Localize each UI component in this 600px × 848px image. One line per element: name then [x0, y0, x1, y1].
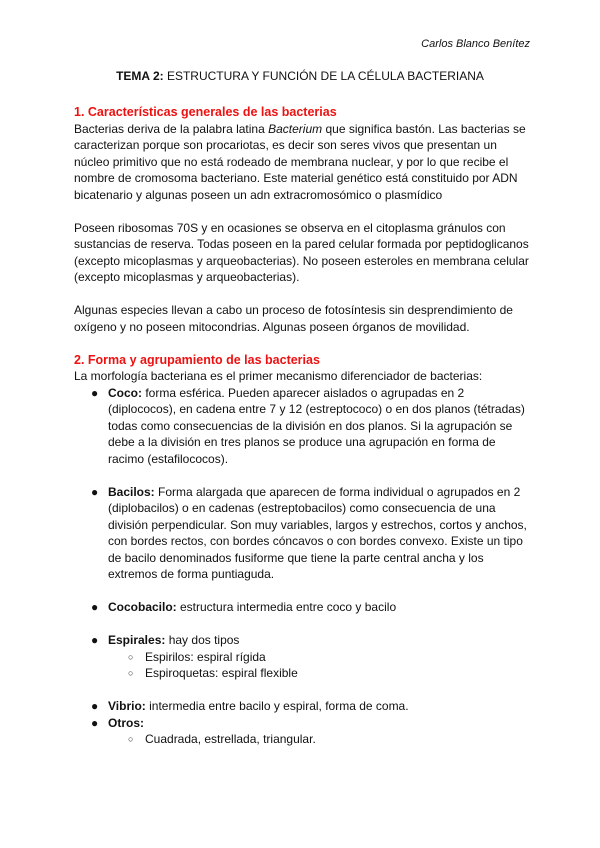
circle-bullet-icon: ○	[128, 668, 134, 678]
sub-item-text: Espirilos: espiral rígida	[145, 649, 266, 664]
document-body	[74, 104, 534, 748]
list-item	[74, 698, 534, 715]
list-item	[74, 385, 534, 468]
bullet-icon: ●	[91, 385, 99, 400]
sub-item-text: Espiroquetas: espiral flexible	[145, 666, 298, 680]
author-name: Carlos Blanco Benítez	[421, 38, 530, 50]
p1-italic: Bacterium	[268, 121, 323, 136]
circle-bullet-icon: ○	[128, 651, 134, 662]
item-term: Espirales:	[108, 633, 166, 647]
section1-paragraph-1	[74, 121, 534, 204]
list-item	[74, 599, 534, 616]
bullet-icon: ●	[91, 699, 99, 713]
page-title	[0, 69, 600, 83]
title-text: ESTRUCTURA Y FUNCIÓN DE LA CÉLULA BACTERIANA	[163, 69, 484, 83]
item-text: hay dos tipos	[165, 633, 240, 647]
morphology-list	[74, 385, 534, 748]
list-spacer	[74, 616, 534, 633]
bullet-icon: ●	[91, 484, 99, 499]
p1-text-a: Bacterias deriva de la palabra latina	[74, 121, 269, 136]
list-item	[74, 715, 534, 748]
bullet-icon: ●	[91, 633, 99, 647]
section2-intro: La morfología bacteriana es el primer mecanismo diferenciador de bacterias:	[74, 369, 483, 383]
sub-list	[108, 731, 534, 748]
item-term: Coco:	[108, 385, 142, 400]
item-term: Cocobacilo:	[108, 600, 177, 614]
sub-item-text: Cuadrada, estrellada, triangular.	[145, 732, 316, 746]
list-item	[74, 484, 534, 583]
title-prefix: TEMA 2:	[116, 69, 164, 83]
item-term: Bacilos:	[108, 484, 155, 499]
item-term: Vibrio:	[108, 699, 146, 713]
list-spacer	[74, 583, 534, 600]
section1-heading: 1. Características generales de las bacterias	[74, 105, 337, 119]
list-item	[74, 632, 534, 682]
bullet-icon: ●	[91, 715, 99, 730]
item-text: forma esférica. Pueden aparecer aislados o agrupadas en 2 (diplococos), en cadena entre 7 y 12 (estreptococo) o en dos planos (tétradas) todas como consecuencias de la división en dos planos. Si la agrupación se debe a la división en tres planos se produce una agrupación en forma de racimo (estafilococos).	[108, 385, 525, 466]
section1-paragraph-3: Algunas especies llevan a cabo un proceso de fotosíntesis sin desprendimiento de oxígeno y no poseen mitocondrias. Algunas poseen órganos de movilidad.	[74, 303, 513, 334]
item-text: intermedia entre bacilo y espiral, forma de coma.	[145, 699, 409, 713]
section1-paragraph-2: Poseen ribosomas 70S y en ocasiones se observa en el citoplasma gránulos con sustancias de reserva. Todas poseen en la pared celular formada por peptidoglicanos (excepto micoplasmas y arqueobacterias). No poseen esteroles en membrana celular (excepto micoplasmas y arqueobacterias).	[74, 220, 529, 284]
item-term: Otros:	[108, 715, 144, 730]
p1-text-b: que significa bastón. Las bacterias se caracterizan porque son procariotas, es decir son seres vivos que presentan un núcleo primitivo que no está rodeado de membrana nuclear, y por lo que recibe el nombre de cromosoma bacteriano. Este material genético está constituido por ADN bicatenario y algunas poseen un adn extracromosómico o plasmídico	[74, 121, 526, 202]
sub-list-item	[108, 731, 534, 748]
circle-bullet-icon: ○	[128, 734, 134, 744]
sub-list	[108, 649, 534, 682]
item-text: estructura intermedia entre coco y bacilo	[176, 600, 397, 614]
list-spacer	[74, 682, 534, 699]
list-spacer	[74, 467, 534, 484]
section2-heading: 2. Forma y agrupamiento de las bacterias	[74, 352, 320, 367]
sub-list-item	[108, 649, 534, 666]
bullet-icon: ●	[91, 600, 99, 614]
item-text: Forma alargada que aparecen de forma individual o agrupados en 2 (diplobacilos) o en cadenas (estreptobacilos) como consecuencia de una división perpendicular. Son muy variables, largos y estrechos, cortos y anchos, con bordes rectos, con bordes cóncavos o con bordes convexo. Existe un tipo de bacilo denominados fusiforme que tiene la parte central ancha y los extremos de forma puntiaguda.	[108, 484, 527, 581]
sub-list-item	[108, 665, 534, 682]
